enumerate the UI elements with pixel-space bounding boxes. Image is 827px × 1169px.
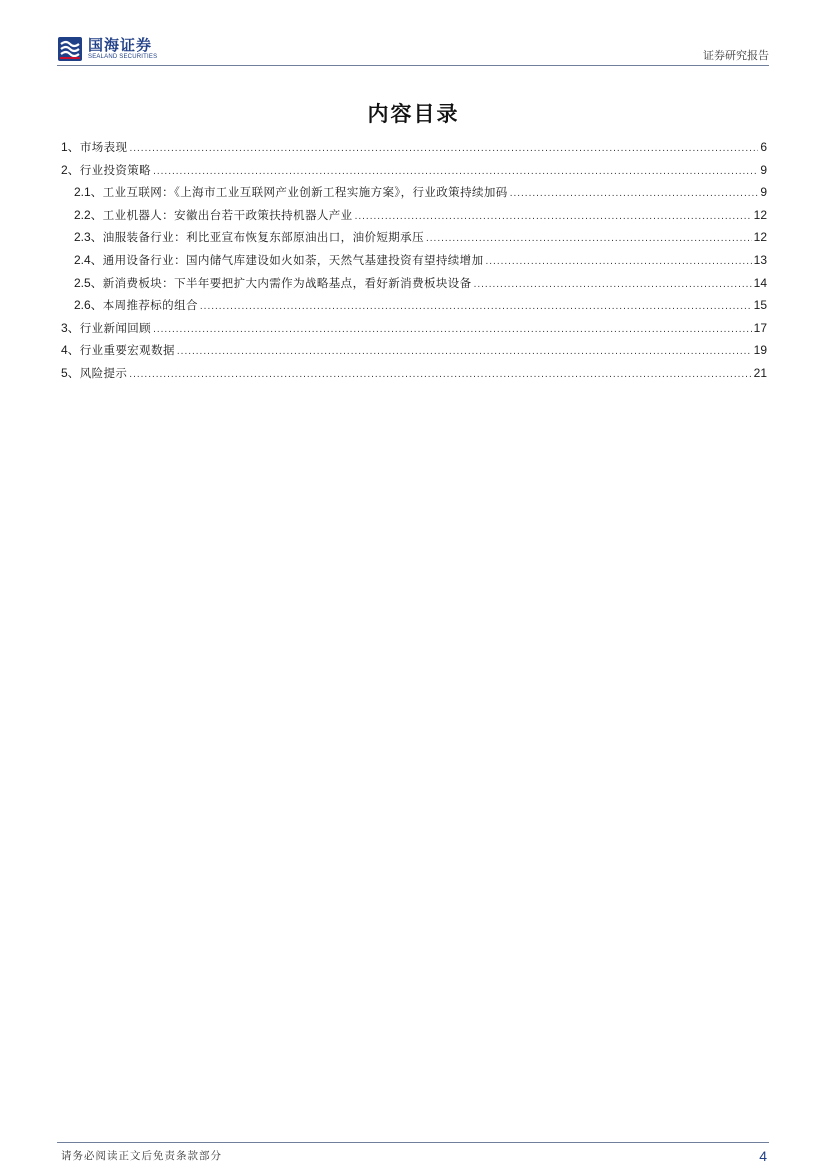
page-number: 4 <box>759 1148 767 1164</box>
toc-entry-label: 新消费板块：下半年要把扩大内需作为战略基点，看好新消费板块设备 <box>102 275 472 290</box>
toc-entry-number: 2、 <box>61 162 80 177</box>
toc-entry-label: 市场表现 <box>79 140 128 154</box>
toc-dot-leader <box>510 184 759 204</box>
toc-entry-label: 行业投资策略 <box>79 162 152 177</box>
toc-entry-number: 3、 <box>61 320 80 335</box>
toc-dot-leader <box>426 229 752 249</box>
brand-logo <box>57 35 157 63</box>
toc-entry[interactable] <box>61 160 767 183</box>
toc-entry-page: 9 <box>760 162 767 177</box>
toc-entry-label: 工业机器人：安徽出台若干政策扶持机器人产业 <box>102 207 353 222</box>
toc-entry[interactable] <box>61 205 767 228</box>
brand-name-cn: 国海证券 <box>88 36 153 54</box>
toc-dot-leader <box>485 252 751 272</box>
toc-entry-page: 14 <box>753 275 767 290</box>
sealand-logo-icon <box>57 36 83 62</box>
toc-entry-page: 13 <box>753 252 767 267</box>
toc-entry-label: 通用设备行业：国内储气库建设如火如荼，天然气基建投资有望持续增加 <box>102 252 484 267</box>
toc-entry-page: 15 <box>753 298 767 313</box>
toc-title: 内容目录 <box>367 102 460 126</box>
toc-entry-label: 行业重要宏观数据 <box>79 343 175 358</box>
toc-entry-label: 油服装备行业：利比亚宣布恢复东部原油出口，油价短期承压 <box>102 230 424 245</box>
toc-entry[interactable] <box>61 137 767 160</box>
toc-entry-page: 12 <box>753 207 767 222</box>
brand-name-en: SEALAND SECURITIES <box>88 54 158 60</box>
page-header <box>57 33 769 65</box>
toc-entry[interactable] <box>61 273 767 296</box>
header-divider <box>57 65 769 66</box>
toc-entry-number: 2.3、 <box>74 230 103 245</box>
toc-entry-page: 6 <box>760 140 767 154</box>
toc-entry-label: 行业新闻回顾 <box>79 320 152 335</box>
table-of-contents <box>61 137 767 386</box>
toc-entry-page: 12 <box>753 230 767 245</box>
toc-dot-leader <box>153 320 752 340</box>
toc-dot-leader <box>153 162 758 182</box>
toc-dot-leader <box>200 297 752 317</box>
toc-entry-number: 2.1、 <box>74 185 103 200</box>
toc-dot-leader <box>474 275 752 295</box>
toc-entry-number: 4、 <box>61 343 80 358</box>
toc-entry-number: 2.4、 <box>74 252 103 267</box>
toc-dot-leader <box>177 342 752 362</box>
toc-entry-label: 工业互联网：《上海市工业互联网产业创新工程实施方案》，行业政策持续加码 <box>102 185 508 200</box>
toc-entry[interactable] <box>61 340 767 363</box>
toc-entry-label: 风险提示 <box>79 365 128 380</box>
toc-entry-page: 9 <box>760 185 767 200</box>
toc-entry-page: 19 <box>753 343 767 358</box>
toc-dot-leader <box>129 365 751 385</box>
toc-entry-page: 17 <box>753 320 767 335</box>
toc-entry-number: 2.2、 <box>74 207 103 222</box>
toc-entry[interactable] <box>61 363 767 386</box>
toc-entry[interactable] <box>61 227 767 250</box>
toc-entry-number: 5、 <box>61 365 80 380</box>
toc-dot-leader <box>355 207 752 227</box>
toc-entry[interactable] <box>61 295 767 318</box>
footer-divider <box>57 1142 769 1143</box>
toc-dot-leader <box>129 139 758 159</box>
footer-disclaimer: 请务必阅读正文后免责条款部分 <box>61 1150 222 1162</box>
toc-entry[interactable] <box>61 250 767 273</box>
toc-entry-number: 1、 <box>61 140 80 154</box>
report-type-label: 证券研究报告 <box>703 49 769 62</box>
toc-entry-number: 2.5、 <box>74 275 103 290</box>
toc-entry[interactable] <box>61 182 767 205</box>
toc-entry-label: 本周推荐标的组合 <box>102 298 198 313</box>
toc-entry-page: 21 <box>753 365 767 380</box>
toc-entry-number: 2.6、 <box>74 298 103 313</box>
toc-entry[interactable] <box>61 318 767 341</box>
